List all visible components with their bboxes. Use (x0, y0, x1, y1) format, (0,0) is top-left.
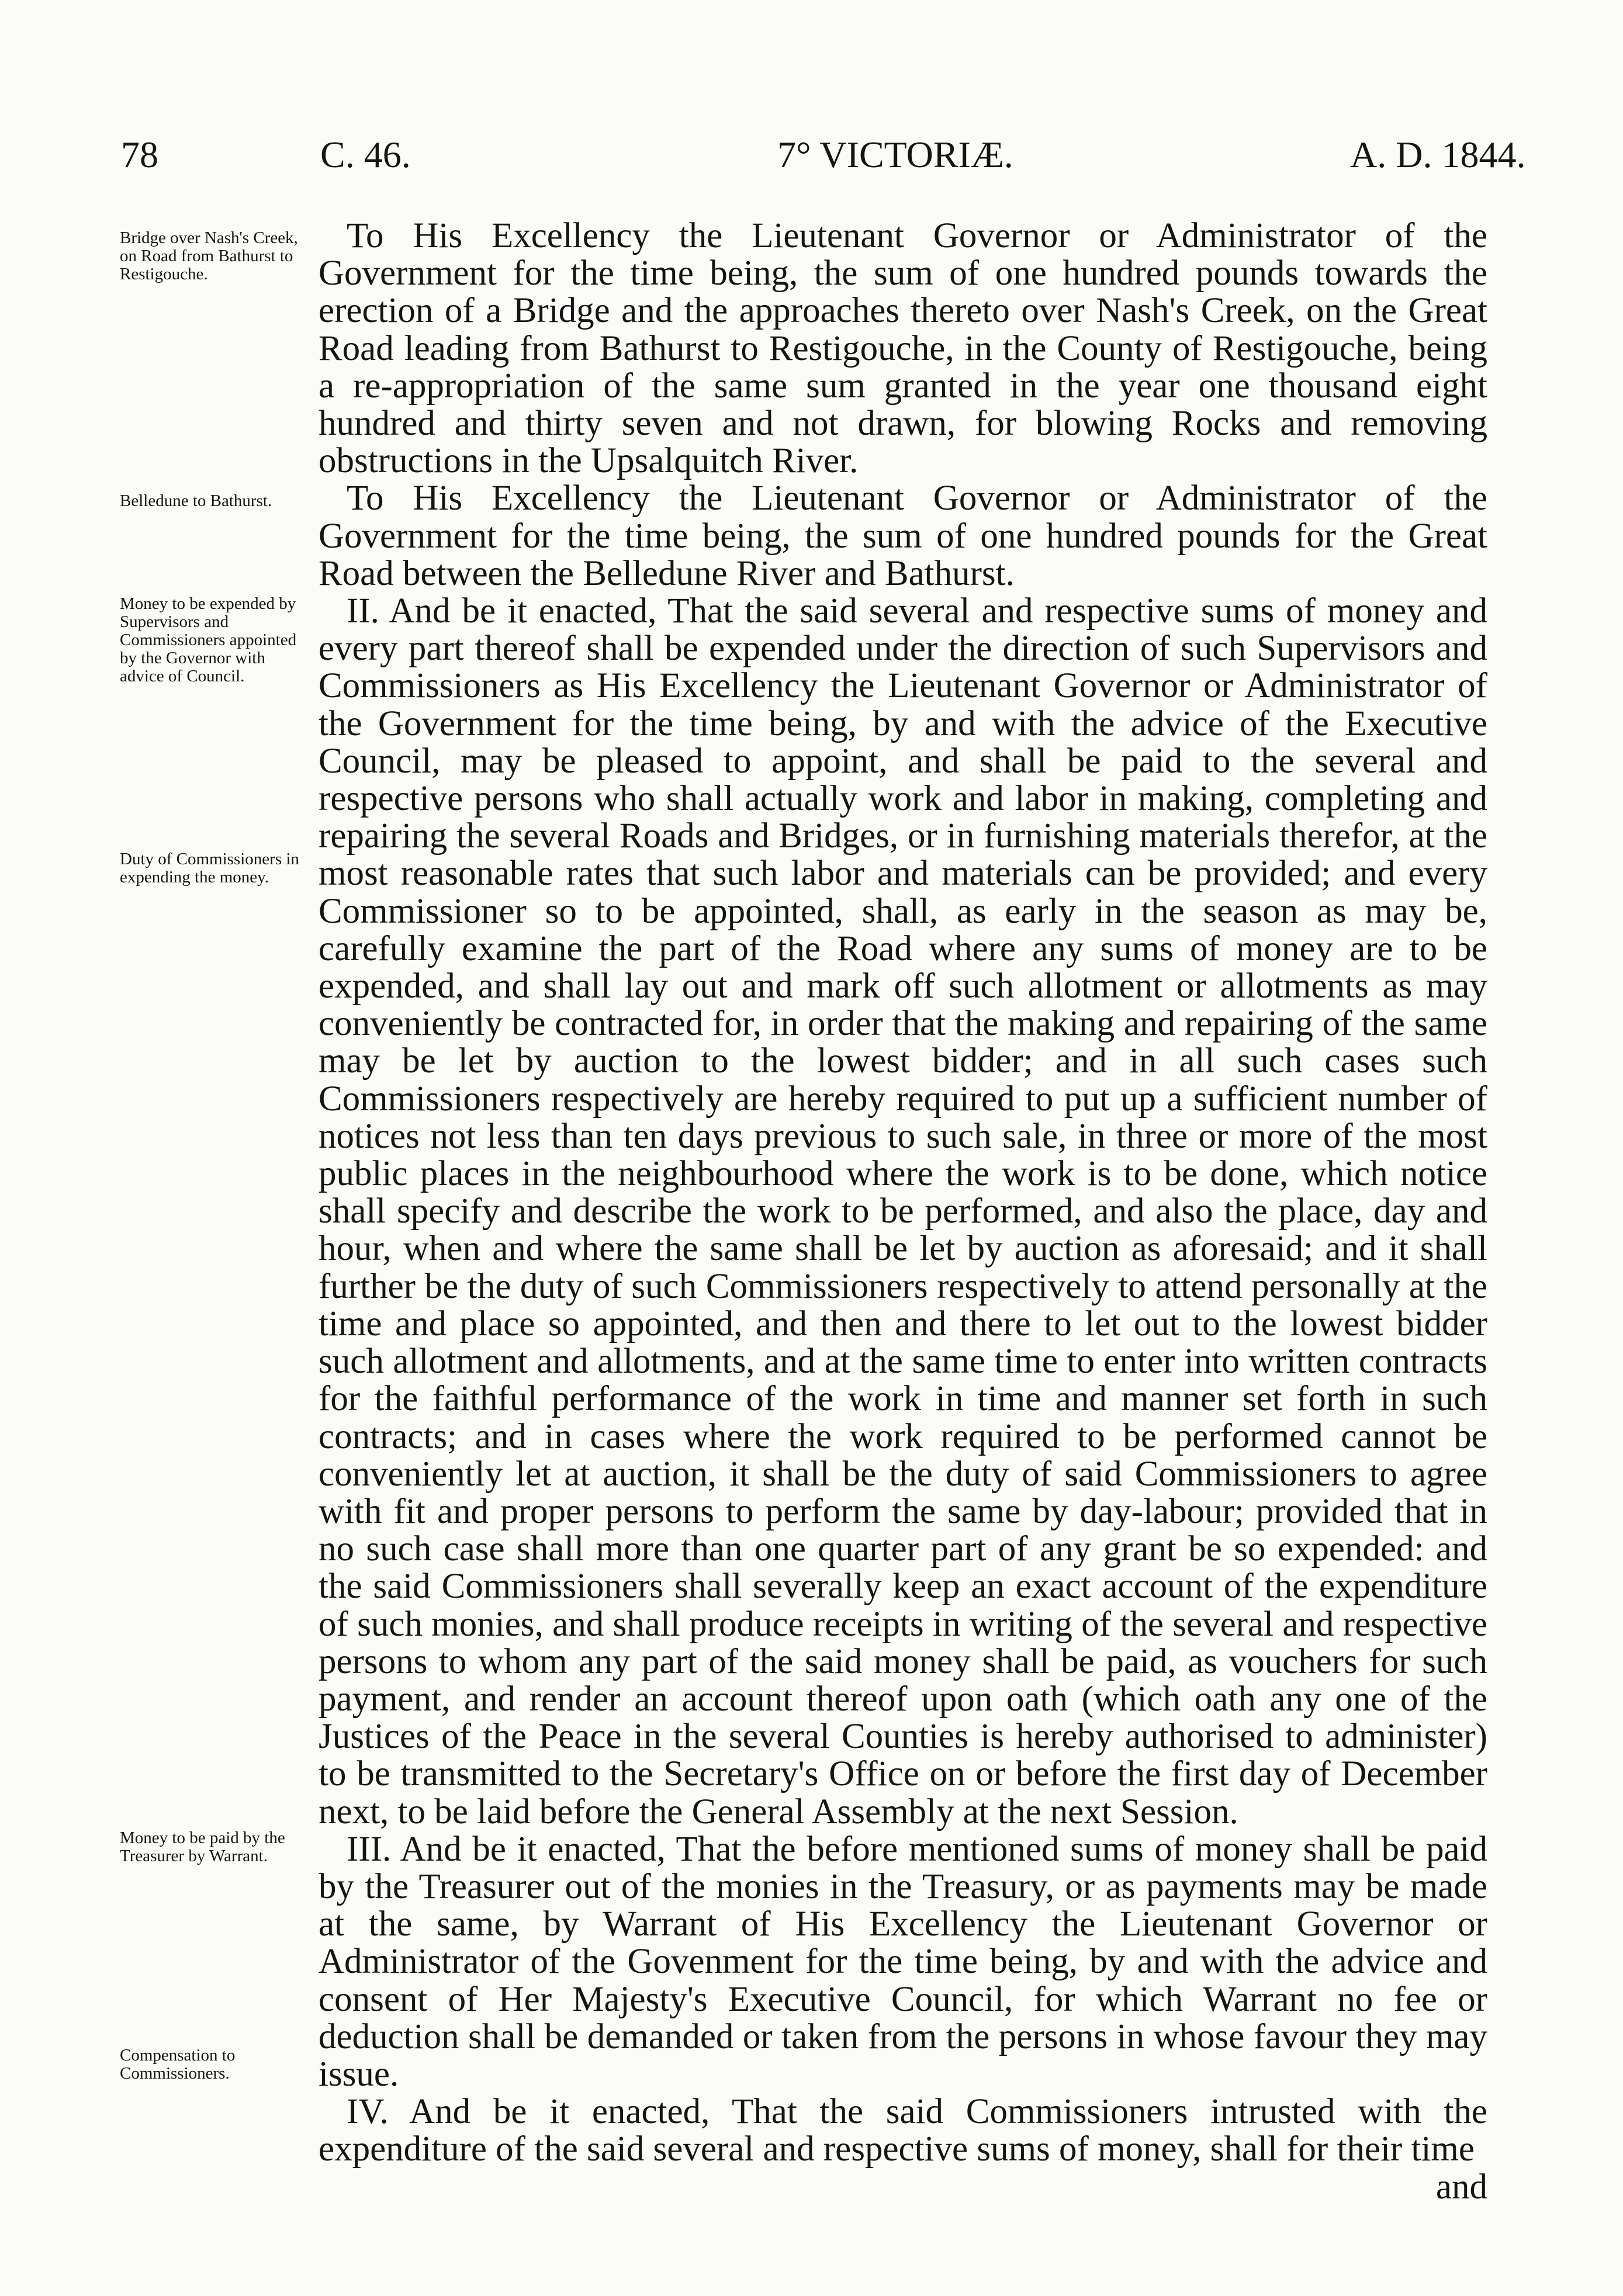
reign-title: 7° VICTORIÆ. (777, 134, 1013, 175)
marginal-note: Duty of Commissioners in expending the money. (120, 850, 299, 886)
main-text (319, 217, 1487, 2206)
paragraph: To His Excellency the Lieutenant Governor or Administrator of the Government for the time being, the sum of one hundred pounds towards the erection of a Bridge and the approaches thereto over Nash's Creek, on the Great Road leading from Bathurst to Restigouche, in the County of Restigouche, being a re-appropriation of the same sum granted in the year one thousand eight hundred and thirty seven and not drawn, for blowing Rocks and removing obstructions in the Upsalquitch River. (319, 216, 1487, 481)
paragraph-section-3: III. And be it enacted, That the before mentioned sums of money shall be paid by the Treasurer out of the monies in the Treasury, or as payments may be made at the same, by Warrant of His Excellency the Lieutenant Governor or Administrator of the Govenment for the time being, by and with the advice and consent of Her Majesty's Executive Council, for which Warrant no fee or deduction shall be demanded or taken from the persons in whose favour they may issue. (319, 1829, 1487, 2094)
chapter-number: C. 46. (320, 134, 411, 175)
marginal-note: Money to be paid by the Treasurer by Warrant. (120, 1829, 285, 1865)
year: A. D. 1844. (1350, 134, 1526, 175)
marginal-note: Money to be expended by Supervisors and Commissioners appointed by the Governor with advice of Council. (120, 594, 297, 685)
page-number: 78 (121, 134, 158, 175)
running-header (0, 133, 1623, 180)
catchword: and (1435, 2167, 1487, 2207)
marginal-note: Compensation to Commissioners. (120, 2046, 236, 2083)
marginal-note: Belledune to Bathurst. (120, 491, 272, 510)
paragraph-section-4: IV. And be it enacted, That the said Commissioners intrusted with the expenditure of the said several and respective sums of money, shall for their time (319, 2092, 1487, 2169)
paragraph: To His Excellency the Lieutenant Governor or Administrator of the Government for the time being, the sum of one hundred pounds for the Great Road between the Belledune River and Bathurst. (319, 479, 1487, 593)
paragraph-section-2: II. And be it enacted, That the said several and respective sums of money and every part thereof shall be expended under the direction of such Supervisors and Commissioners as His Excellency the Lieutenant Governor or Administrator of the Government for the time being, by and with the advice of the Executive Council, may be pleased to appoint, and shall be paid to the several and respective persons who shall actually work and labor in making, completing and repairing the several Roads and Bridges, or in furnishing materials therefor, at the most reasonable rates that such labor and materials can be provided; and every Commissioner so to be appointed, shall, as early in the season as may be, carefully examine the part of the Road where any sums of money are to be expended, and shall lay out and mark off such allotment or allotments as may conveniently be contracted for, in order that the making and repairing of the same may be let by auction to the lowest bidder; and in all such cases such Commissioners respectively are hereby required to put up a sufficient number of notices not less than ten days previous to such sale, in three or more of the most public places in the neighbourhood where the work is to be done, which notice shall specify and describe the work to be performed, and also the place, day and hour, when and where the same shall be let by auction as aforesaid; and it shall further be the duty of such Commissioners respectively to attend personally at the time and place so appointed, and then and there to let out to the lowest bidder such allotment and allotments, and at the same time to enter into written contracts for the faithful performance of the work in time and manner set forth in such contracts; and in cases where the work required to be performed cannot be conveniently let at auction, it shall be the duty of said Commissioners to agree with fit and proper persons to perform the same by day-labour; provided that in no such case shall more than one quarter part of any grant be so expended: and the said Commissioners shall severally keep an exact account of the expenditure of such monies, and shall produce receipts in writing of the several and respective persons to whom any part of the said money shall be paid, as vouchers for such payment, and render an account thereof upon oath (which oath any one of the Justices of the Peace in the several Counties is hereby authorised to administer) to be transmitted to the Secretary's Office on or before the first day of December next, to be laid before the General Assembly at the next Session. (319, 591, 1487, 1831)
marginal-note: Bridge over Nash's Creek, on Road from Bathurst to Restigouche. (120, 228, 298, 283)
